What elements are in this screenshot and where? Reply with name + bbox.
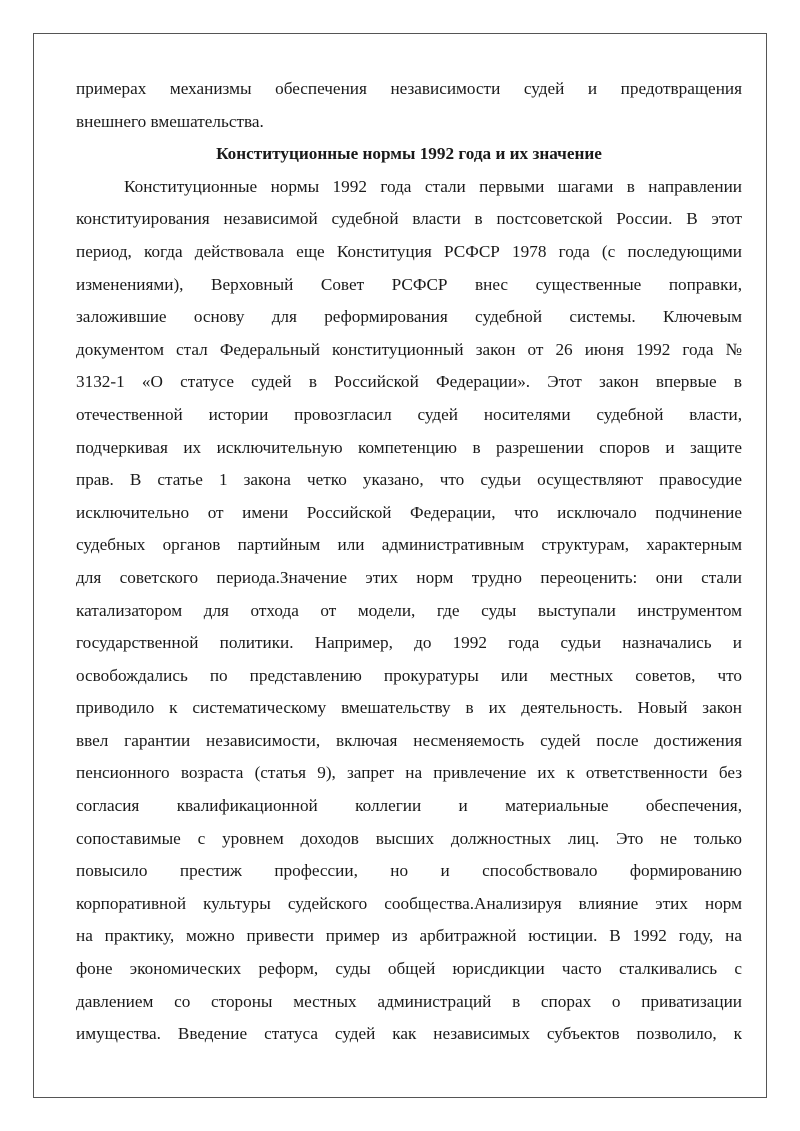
text-line: заложившие основу для реформирования судебной системы. Ключевым [76,307,742,327]
text-line: пенсионного возраста (статья 9), запрет на привлечение их к ответственности без [76,763,742,783]
section-heading: Конституционные нормы 1992 года и их значение [216,144,602,164]
text-line: исключительно от имени Российской Федерации, что исключало подчинение [76,502,742,522]
text-line: примерах механизмы обеспечения независимости судей и предотвращения [76,79,742,98]
text-line: катализатором для отхода от модели, где суды выступали инструментом [76,600,742,620]
text-line: конституирования независимой судебной власти в постсоветской России. В этот [76,209,742,229]
text-line: 3132-1 «О статусе судей в Российской Федерации». Этот закон впервые в [76,372,742,392]
text-line: подчеркивая их исключительную компетенцию в разрешении споров и защите [76,437,742,457]
text-line: на практику, можно привести пример из арбитражной юстиции. В 1992 году, на [76,926,742,946]
text-line: освобождались по представлению прокуратуры или местных советов, что [76,665,742,685]
text-line: судебных органов партийным или административным структурам, характерным [76,535,742,555]
document-text [76,73,742,1051]
text-line: повысило престиж профессии, но и способствовало формированию [76,861,742,881]
paragraph-first-line: Конституционные нормы 1992 года стали первыми шагами в направлении [124,176,742,196]
text-line: имущества. Введение статуса судей как независимых субъектов позволило, к [76,1024,742,1044]
text-line: приводило к систематическому вмешательству в их деятельность. Новый закон [76,698,742,718]
text-line: сопоставимые с уровнем доходов высших должностных лиц. Это не только [76,828,742,848]
text-line: период, когда действовала еще Конституция РСФСР 1978 года (с последующими [76,241,742,261]
text-line: фоне экономических реформ, суды общей юрисдикции часто сталкивались с [76,959,742,979]
text-line: государственной политики. Например, до 1992 года судьи назначались и [76,633,742,653]
text-line: отечественной истории провозгласил судей носителями судебной власти, [76,404,742,424]
text-line: давлением со стороны местных администраций в спорах о приватизации [76,991,742,1011]
text-line: согласия квалификационной коллегии и материальные обеспечения, [76,796,742,816]
text-line: корпоративной культуры судейского сообщества.Анализируя влияние этих норм [76,893,742,913]
text-line: прав. В статье 1 закона четко указано, что судьи осуществляют правосудие [76,470,742,490]
text-line: ввел гарантии независимости, включая несменяемость судей после достижения [76,730,742,750]
text-line: внешнего вмешательства. [76,111,264,131]
text-line: документом стал Федеральный конституционный закон от 26 июня 1992 года № [76,339,742,359]
text-line: изменениями), Верховный Совет РСФСР внес существенные поправки, [76,274,742,294]
text-line: для советского периода.Значение этих норм трудно переоценить: они стали [76,567,742,587]
